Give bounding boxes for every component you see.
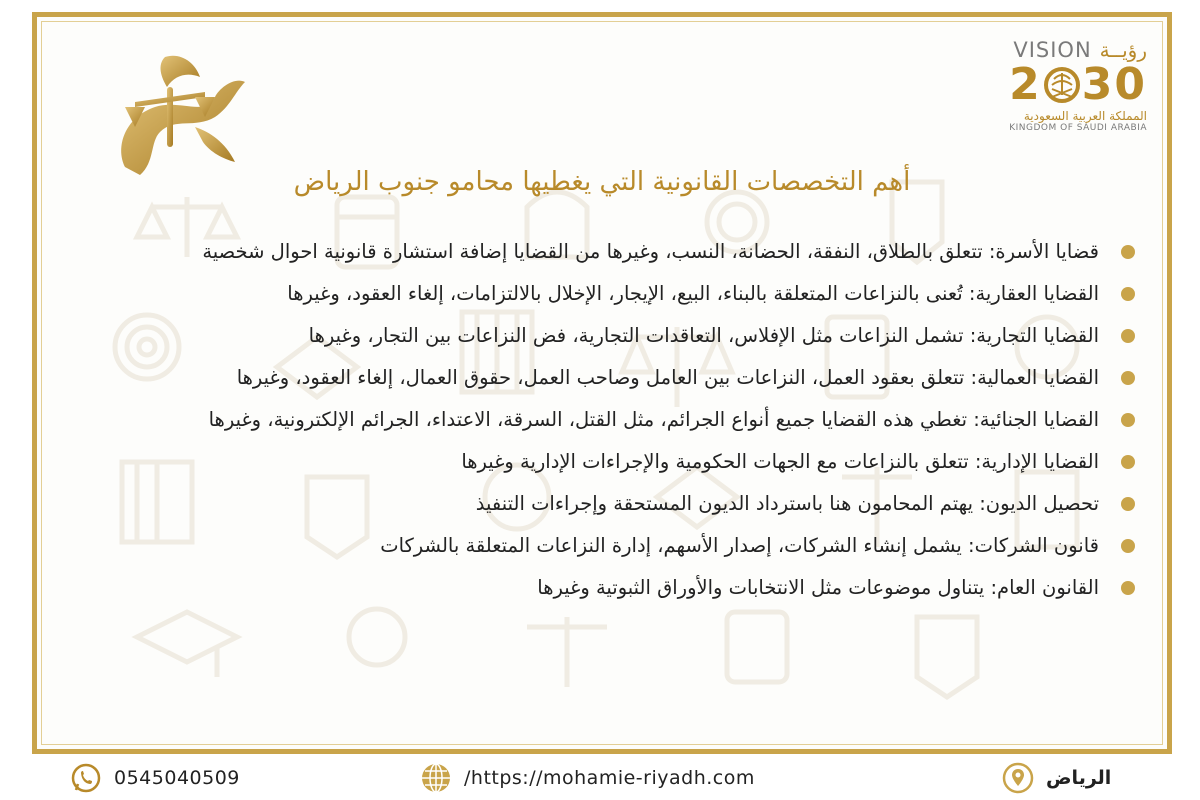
- kingdom-arabic: المملكة العربية السعودية: [1023, 109, 1147, 123]
- list-item: [81, 483, 1137, 525]
- vision-num-left: 2: [1009, 59, 1042, 110]
- list-item-text: القضايا العمالية: تتعلق بعقود العمل، النزاعات بين العامل وصاحب العمل، حقوق العمال، إلغاء العقود، وغيرها: [236, 366, 1099, 389]
- vision-arabic: رؤيــة: [1099, 38, 1147, 62]
- bullet-icon: [1121, 413, 1135, 427]
- phone-number: 0545040509: [114, 767, 240, 789]
- bullet-icon: [1121, 455, 1135, 469]
- vision-2030-logo: [977, 37, 1147, 147]
- contact-footer: [0, 756, 1200, 800]
- kingdom-english: KINGDOM OF SAUDI ARABIA: [1009, 123, 1147, 133]
- bullet-icon: [1121, 371, 1135, 385]
- list-item-text: القضايا العقارية: تُعنى بالنزاعات المتعلقة بالبناء، البيع، الإيجار، الإخلال بالالتزامات، إلغاء العقود، وغيرها: [287, 282, 1099, 305]
- location-text: الرياض: [1046, 767, 1112, 789]
- list-item: [81, 357, 1137, 399]
- specialties-list: [81, 231, 1137, 609]
- palm-swords-emblem-icon: [1042, 65, 1082, 105]
- list-item-text: قضايا الأسرة: تتعلق بالطلاق، النفقة، الحضانة، النسب، وغيرها من القضايا إضافة استشارة قانونية احوال شخصية: [202, 240, 1099, 263]
- list-item-text: تحصيل الديون: يهتم المحامون هنا باسترداد الديون المستحقة وإجراءات التنفيذ: [475, 492, 1099, 515]
- list-item-text: القضايا الإدارية: تتعلق بالنزاعات مع الجهات الحكومية والإجراءات الإدارية وغيرها: [461, 450, 1099, 473]
- bullet-icon: [1121, 539, 1135, 553]
- list-item: [81, 441, 1137, 483]
- bullet-icon: [1121, 497, 1135, 511]
- bullet-icon: [1121, 287, 1135, 301]
- website-link[interactable]: [420, 762, 755, 794]
- list-item-text: قانون الشركات: يشمل إنشاء الشركات، إصدار الأسهم، إدارة النزاعات المتعلقة بالشركات: [380, 534, 1099, 557]
- list-item: [81, 525, 1137, 567]
- vision-2030-number: [977, 59, 1147, 110]
- page-title: أهم التخصصات القانونية التي يغطيها محامو جنوب الرياض: [293, 167, 911, 197]
- vision-word: VISION: [1013, 38, 1092, 62]
- list-item: [81, 231, 1137, 273]
- bullet-icon: [1121, 581, 1135, 595]
- location-pin-icon: [1002, 762, 1034, 794]
- list-item: [81, 273, 1137, 315]
- bullet-icon: [1121, 329, 1135, 343]
- whatsapp-icon: [70, 762, 102, 794]
- list-item: [81, 567, 1137, 609]
- gold-calligraphy-logo: [95, 47, 250, 187]
- list-item-text: القانون العام: يتناول موضوعات مثل الانتخابات والأوراق الثبوتية وغيرها: [537, 576, 1099, 599]
- list-item: [81, 315, 1137, 357]
- bullet-icon: [1121, 245, 1135, 259]
- website-url: /https://mohamie-riyadh.com: [464, 767, 755, 789]
- location-info: [1002, 762, 1111, 794]
- list-item: [81, 399, 1137, 441]
- content-frame: [32, 12, 1172, 754]
- list-item-text: القضايا التجارية: تشمل النزاعات مثل الإفلاس، التعاقدات التجارية، فض النزاعات بين التجار، وغيرها: [308, 324, 1099, 347]
- globe-icon: [420, 762, 452, 794]
- list-item-text: القضايا الجنائية: تغطي هذه القضايا جميع أنواع الجرائم، مثل القتل، السرقة، الاعتداء، الجرائم الإلكترونية، وغيرها: [208, 408, 1099, 431]
- vision-num-right: 30: [1081, 59, 1147, 110]
- phone-contact[interactable]: [70, 762, 240, 794]
